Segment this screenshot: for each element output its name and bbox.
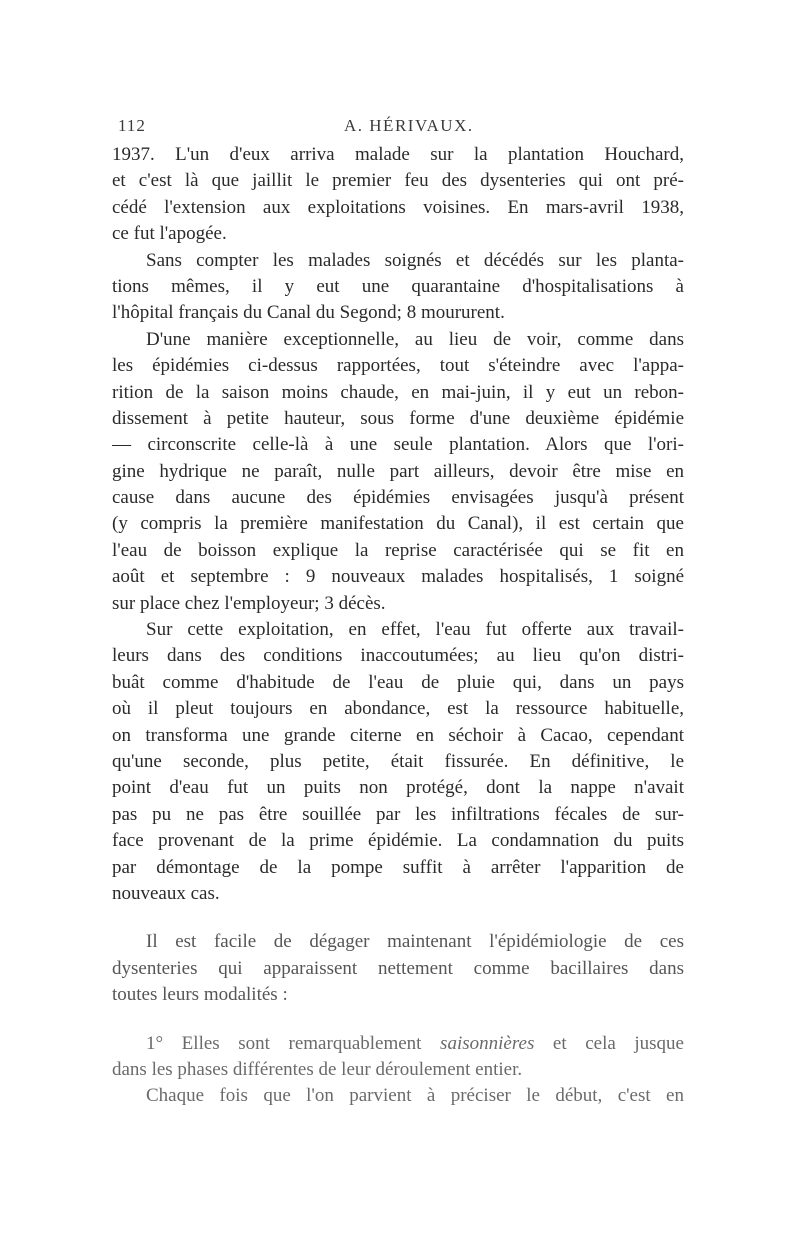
text-line: cédé l'extension aux exploitations voisines. En mars-avril 1938, <box>112 196 684 218</box>
text-line: sur place chez l'employeur; 3 décès. <box>112 592 386 614</box>
text-line: dissement à petite hauteur, sous forme d'une deuxième épidémie <box>112 407 684 429</box>
text-line: buât comme d'habitude de l'eau de pluie qui, dans un pays <box>112 671 684 693</box>
running-header <box>118 116 680 140</box>
text-line: (y compris la première manifestation du Canal), il est certain que <box>112 513 684 535</box>
page-number: 112 <box>118 116 146 135</box>
text-line: D'une manière exceptionnelle, au lieu de voir, comme dans <box>146 328 684 350</box>
text-line: dans les phases différentes de leur déroulement entier. <box>112 1058 523 1080</box>
text-line: cause dans aucune des épidémies envisagées jusqu'à présent <box>112 487 684 509</box>
text-line: on transforma une grande citerne en séchoir à Cacao, cependant <box>112 724 684 746</box>
text-line: où il pleut toujours en abondance, est la ressource habituelle, <box>112 698 684 720</box>
text-line: face provenant de la prime épidémie. La condamnation du puits <box>112 830 684 852</box>
text-line: Sur cette exploitation, en effet, l'eau fut offerte aux travail- <box>146 619 684 641</box>
text-line: l'hôpital français du Canal du Segond; 8 moururent. <box>112 302 505 324</box>
text-line: leurs dans des conditions inaccoutumées; au lieu qu'on distri- <box>112 645 684 667</box>
text-line: nouveaux cas. <box>112 882 220 904</box>
text-line: 1937. L'un d'eux arriva malade sur la plantation Houchard, <box>112 144 684 165</box>
text-line: point d'eau fut un puits non protégé, dont la nappe n'avait <box>112 777 684 799</box>
text-line: rition de la saison moins chaude, en mai-juin, il y eut un rebon- <box>112 381 684 403</box>
text-line <box>112 1031 684 1057</box>
text-line: Sans compter les malades soignés et décédés sur les planta- <box>146 249 684 271</box>
emphasis-text: saisonnières <box>440 1032 535 1054</box>
text-line: par démontage de la pompe suffit à arrêter l'apparition de <box>112 856 684 878</box>
paragraph-gap <box>112 907 684 929</box>
text-line: Il est facile de dégager maintenant l'épidémiologie de ces <box>146 931 684 953</box>
paragraph-gap <box>112 1009 684 1031</box>
text-line: et c'est là que jaillit le premier feu des dysenteries qui ont pré- <box>112 170 684 192</box>
running-title: A. HÉRIVAUX. <box>344 116 474 135</box>
text-line: — circonscrite celle-là à une seule plantation. Alors que l'ori- <box>112 434 684 456</box>
text-line: Chaque fois que l'on parvient à préciser le début, c'est en <box>146 1085 684 1107</box>
text-line: qu'une seconde, plus petite, était fissurée. En définitive, le <box>112 750 684 772</box>
text-line: ce fut l'apogée. <box>112 223 227 245</box>
text-line: gine hydrique ne paraît, nulle part ailleurs, devoir être mise en <box>112 460 684 482</box>
text-line: l'eau de boisson explique la reprise caractérisée qui se fit en <box>112 539 684 561</box>
text-segment: 1° Elles sont remarquablement <box>146 1032 441 1054</box>
text-line: les épidémies ci-dessus rapportées, tout s'éteindre avec l'appa- <box>112 355 684 377</box>
text-line: toutes leurs modalités : <box>112 984 288 1006</box>
text-line: pas pu ne pas être souillée par les infiltrations fécales de sur- <box>112 803 684 825</box>
body-text <box>112 142 684 1110</box>
text-segment: et cela jusque <box>534 1032 684 1054</box>
text-line: août et septembre : 9 nouveaux malades hospitalisés, 1 soigné <box>112 566 684 588</box>
text-line: tions mêmes, il y eut une quarantaine d'hospitalisations à <box>112 275 684 297</box>
text-line: dysenteries qui apparaissent nettement comme bacillaires dans <box>112 957 684 979</box>
